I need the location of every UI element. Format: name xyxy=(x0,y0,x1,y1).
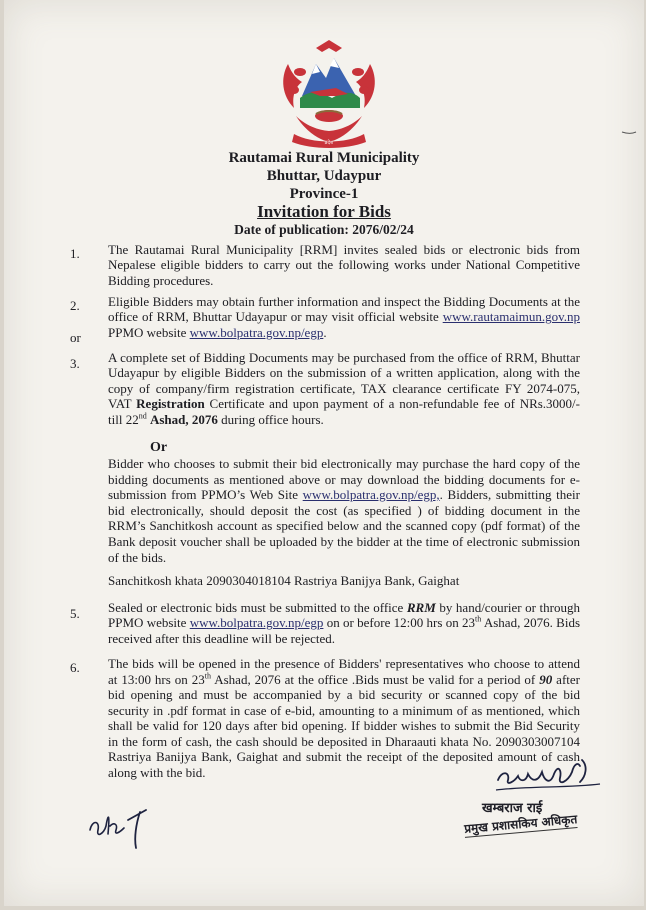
edge-mark-icon xyxy=(620,120,638,150)
stamp-designation: प्रमुख प्रशासकिय अधिकृत xyxy=(463,812,578,836)
item-2-text-after: . xyxy=(323,324,327,340)
item-number-1: 1. xyxy=(70,246,80,261)
item-5-text-middle2: on or before 12:00 hrs on 23 xyxy=(323,615,476,631)
rautamai-website-link[interactable]: www.rautamaimun.gov.np xyxy=(442,309,580,325)
item-1-text: The Rautamai Rural Municipality [RRM] invites sealed bids or electronic bids from Nepalese eligible bidders to carry out the following works under National Competitive Bidding procedures. xyxy=(108,242,580,288)
item-2-text-middle: PPMO website xyxy=(108,324,190,340)
item-5-text-before: Sealed or electronic bids must be submitted to the office xyxy=(108,600,407,615)
item-3-text xyxy=(108,350,580,427)
municipality-location: Bhuttar, Udaypur xyxy=(266,168,382,184)
item-6-text-before: The bids will be opened in the presence of Bidders' representatives who choose to attend at 13:00 hrs on 23 xyxy=(108,656,580,687)
bolpatra-egp-link[interactable]: www.bolpatra.gov.np/egp, xyxy=(302,487,440,503)
deadline-date: Ashad, 2076 xyxy=(149,411,218,427)
item-3-text-before: A complete set of Bidding Documents may be purchased from the office of RRM, Bhuttar Udayapur by eligible Bidders on the submission of a written application, along with the copy of company/firm registration certificate, TAX clearance certificate FY 2074-075, VAT xyxy=(108,350,580,412)
municipality-name: Rautamai Rural Municipality xyxy=(228,150,420,166)
item-6-text-after: after bid opening and must be accompanied by a bid security or scanned copy of the bid security in .pdf format in case of e-bid, amounting to a minimum of as mentioned, which shall be valid for 120 days after bid opening. If bidder wishes to submit the Bid Security in the form of cash, the cash should be deposited in Dharaauti khata No. 2090303007104 Rastriya Banijya Bank, Gaighat and submit the receipt of the deposited amount of cash along with the bid. xyxy=(108,671,580,780)
signature-icon xyxy=(488,752,608,798)
electronic-bid-text xyxy=(108,456,580,565)
or-heading: Or xyxy=(150,440,168,455)
bolpatra-link[interactable]: www.bolpatra.gov.np/egp xyxy=(189,324,324,340)
bank-account-line: Sanchitkosh khata 2090304018104 Rastriya Banijya Bank, Gaighat xyxy=(108,573,460,588)
electronic-text-before: Bidder who chooses to submit their bid electronically may purchase the hard copy of the bidding documents as mentioned above or may download the bidding documents for e-submission from PPMO’s Web Site xyxy=(108,456,580,503)
electronic-text-after: . Bidders, submitting their bid electronically, should deposit the cost (as specified ) of bidding document in the RRM’s Sanchitkosh account as specified below and the scanned copy (pdf format) of the Bank deposit voucher shall be uploaded by the bidder at the time of electronic submission of the bids. xyxy=(108,487,580,565)
date-suffix-2: th xyxy=(475,615,482,625)
publication-date: Date of publication: 2076/02/24 xyxy=(234,222,414,237)
item-3-text-after: during office hours. xyxy=(217,411,324,427)
bolpatra-egp-link-2[interactable]: www.bolpatra.gov.np/egp xyxy=(189,615,324,631)
item-number-3: 3. xyxy=(70,356,80,371)
or-label: or xyxy=(70,330,81,345)
item-number-5: 5. xyxy=(70,606,80,621)
item-5-text xyxy=(108,600,580,646)
rrm-label: RRM xyxy=(406,600,436,615)
item-2-text-before: Eligible Bidders may obtain further information and inspect the Bidding Documents at the office of RRM, Bhuttar Udayapur or may visit official website xyxy=(108,294,580,325)
item-5-text-after: Ashad, 2076. Bids received after this deadline will be rejected. xyxy=(108,615,580,646)
item-5-text-middle: by hand/courier or through PPMO website xyxy=(108,600,580,631)
item-3-text-middle: Certificate and upon payment of a non-refundable fee of NRs.3000/- till 22 xyxy=(108,396,580,427)
province-label: Province-1 xyxy=(289,186,359,202)
svg-text:प्रदेश: प्रदेश xyxy=(324,140,334,146)
date-suffix: nd xyxy=(138,411,147,421)
initials-signature-icon xyxy=(84,800,156,852)
validity-days: 90 xyxy=(539,671,553,687)
stamp-name: खम्बराज राई xyxy=(482,801,543,816)
registration-word: Registration xyxy=(136,396,205,412)
nepal-emblem-icon xyxy=(276,38,382,156)
item-number-6: 6. xyxy=(70,660,80,675)
date-suffix-3: th xyxy=(204,671,211,681)
item-6-text-middle: Ashad, 2076 at the office .Bids must be valid for a period of xyxy=(210,671,540,687)
document-title: Invitation for Bids xyxy=(257,202,391,221)
item-2-text xyxy=(108,294,580,340)
document-page xyxy=(4,0,644,906)
item-number-2: 2. xyxy=(70,298,80,313)
